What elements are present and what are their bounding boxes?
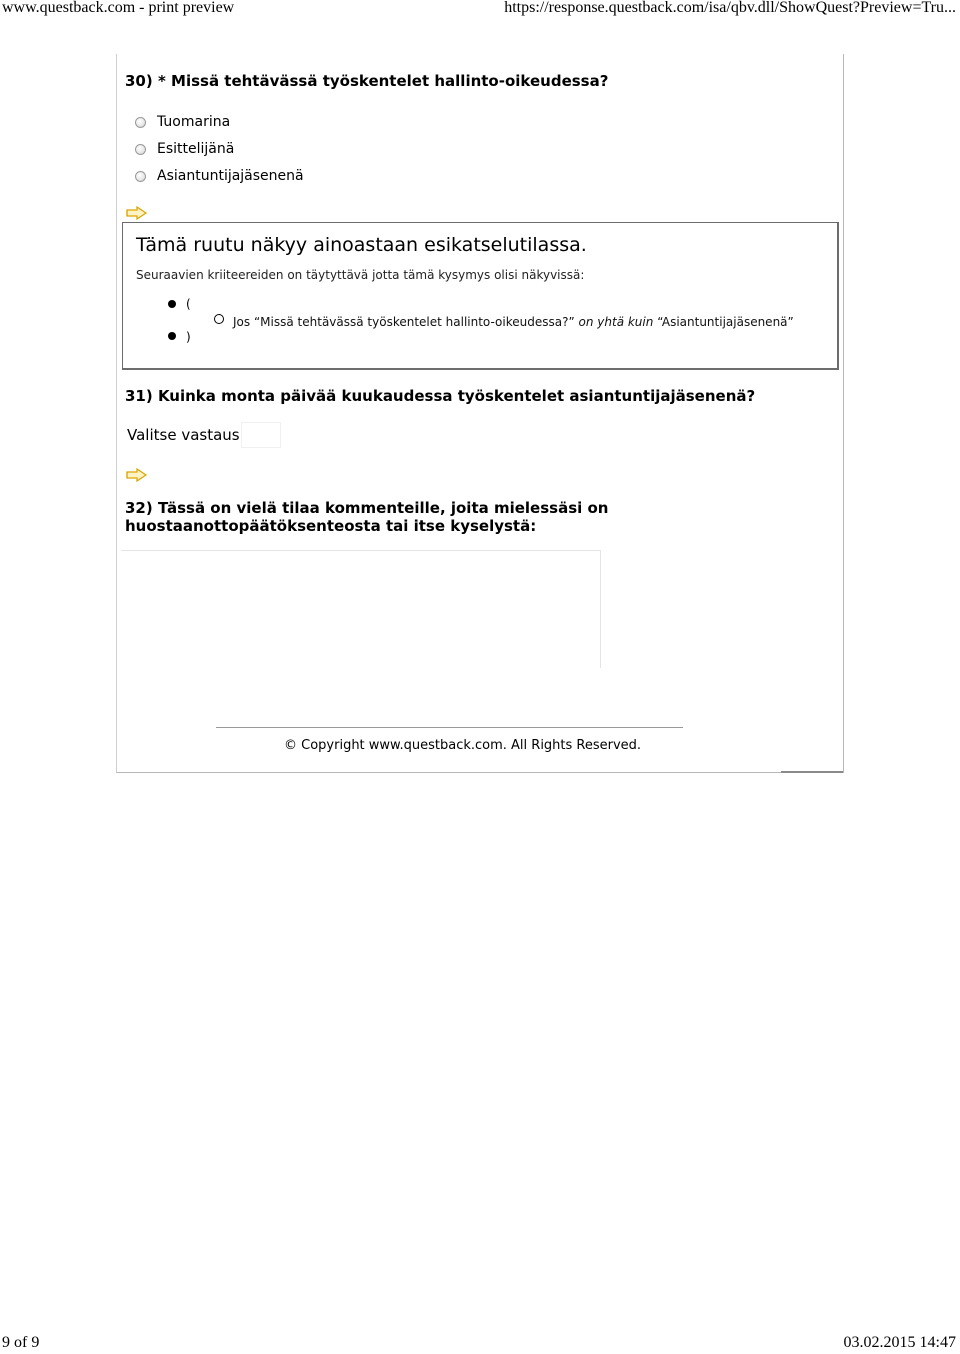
print-footer-page: 9 of 9: [2, 1334, 40, 1351]
preview-box-title: Tämä ruutu näkyy ainoastaan esikatselutilassa.: [136, 234, 587, 256]
bullet-icon: [168, 300, 176, 308]
next-arrow-icon: [126, 468, 148, 482]
question-30-option-asiantuntijajasen[interactable]: [135, 166, 304, 186]
print-header-url: https://response.questback.com/isa/qbv.dll/ShowQuest?Preview=Tru...: [504, 0, 956, 16]
footer-divider: [216, 727, 683, 728]
condition-question: “Missä tehtävässä työskentelet hallinto-oikeudessa?”: [253, 315, 575, 329]
radio-button-icon[interactable]: [135, 117, 146, 128]
condition-operator: on yhtä kuin: [578, 315, 654, 329]
select-answer-label: Valitse vastaus: [127, 426, 240, 444]
print-footer-datetime: 03.02.2015 14:47: [843, 1334, 956, 1351]
radio-button-icon[interactable]: [135, 144, 146, 155]
survey-page: [116, 54, 844, 773]
option-label: Esittelijänä: [157, 141, 235, 157]
question-31-title: 31) Kuinka monta päivää kuukaudessa työskentelet asiantuntijajäsenenä?: [125, 387, 756, 405]
bullet-icon: [168, 332, 176, 340]
condition-text: [233, 315, 794, 329]
print-header-title: www.questback.com - print preview: [2, 0, 235, 16]
option-label: Asiantuntijajäsenenä: [157, 168, 304, 184]
option-label: Tuomarina: [157, 114, 231, 130]
comments-textarea[interactable]: [121, 550, 601, 668]
days-per-month-select[interactable]: [241, 422, 281, 448]
close-paren: ): [186, 330, 191, 344]
question-32-title: 32) Tässä on vielä tilaa kommenteille, joita mielessäsi on huostaanottopäätöksenteosta tai itse kyselystä:: [125, 499, 609, 535]
page-shadow: [781, 771, 843, 773]
condition-circle-icon: [214, 314, 224, 324]
question-30-option-tuomarina[interactable]: [135, 112, 230, 132]
condition-prefix: Jos: [233, 315, 251, 329]
preview-box-subtitle: Seuraavien kriiteereiden on täytyttävä jotta tämä kysymys olisi näkyvissä:: [136, 268, 585, 282]
condition-value: “Asiantuntijajäsenenä”: [657, 315, 794, 329]
next-arrow-icon: [126, 206, 148, 220]
open-paren: (: [186, 297, 191, 311]
radio-button-icon[interactable]: [135, 171, 146, 182]
preview-conditions-box: [122, 222, 839, 370]
question-30-option-esittelija[interactable]: [135, 139, 234, 159]
copyright-text: © Copyright www.questback.com. All Rights Reserved.: [284, 738, 642, 753]
question-30-title: 30) * Missä tehtävässä työskentelet hallinto-oikeudessa?: [125, 72, 609, 90]
